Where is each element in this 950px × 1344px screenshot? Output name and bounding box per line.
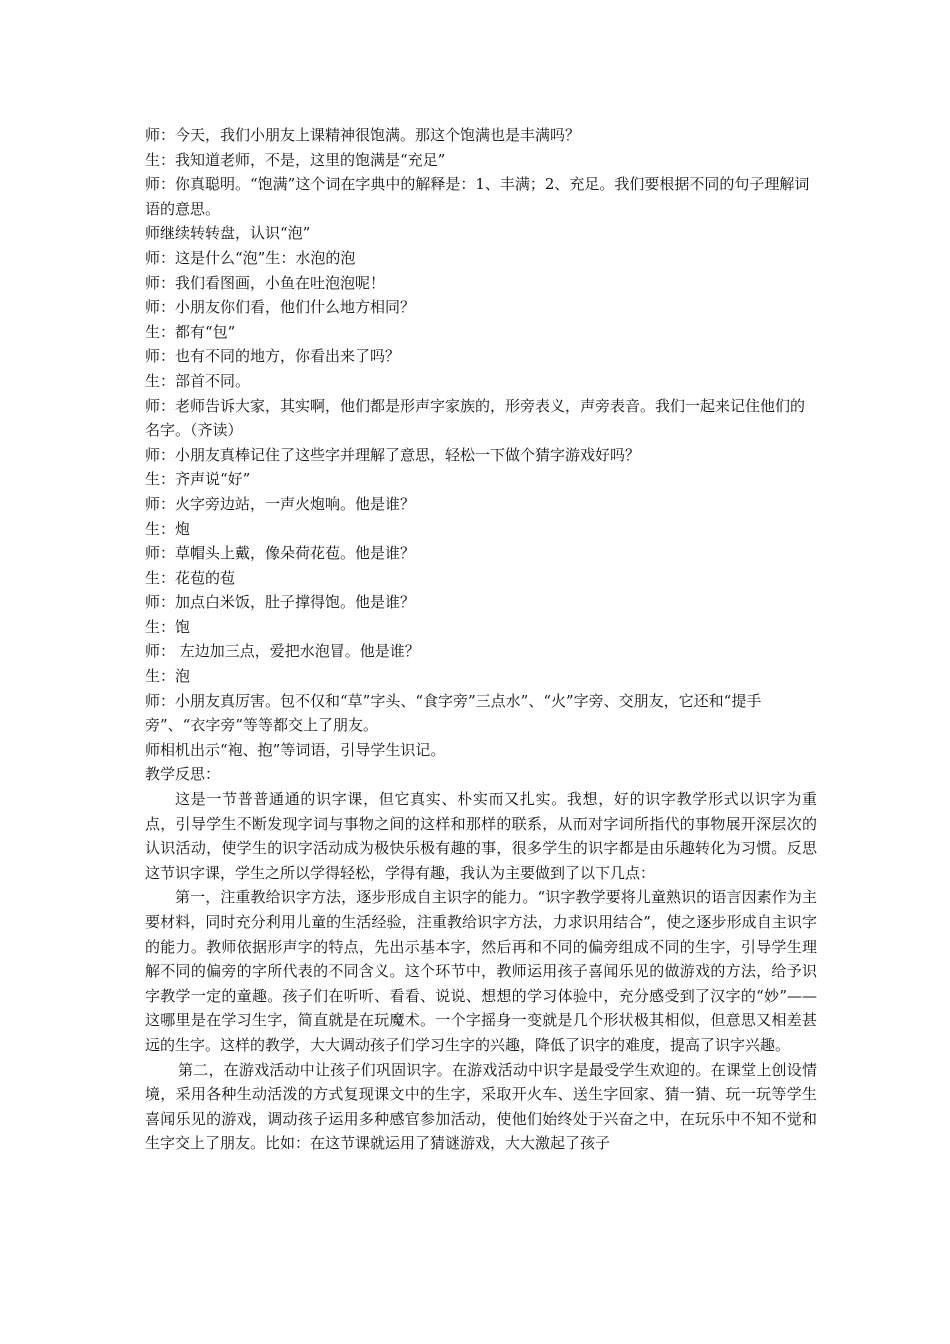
reflection-paragraph: 第二，在游戏活动中让孩子们巩固识字。在游戏活动中识字是最受学生欢迎的。在课堂上创设情境，采用各种生动活泼的方式复现课文中的生字，采取开火车、送生字回家、猜一猜、玩一玩等学生喜闻乐见的游戏，调动孩子运用多种感官参加活动，使他们始终处于兴奋之中，在玩乐中不知不觉和生字交上了朋友。比如：在这节课就运用了猜谜游戏，大大激起了孩子 <box>145 1060 817 1153</box>
dialogue-line: 师相机出示“袍、抱”等词语，引导学生识记。 <box>145 740 446 759</box>
dialogue-line: 生：饱 <box>145 617 191 636</box>
dialogue-line: 师：草帽头上戴，像朵荷花苞。他是谁？ <box>145 544 416 563</box>
dialogue-line: 生：都有“包” <box>145 322 236 341</box>
dialogue-line: 师：火字旁边站，一声火炮响。他是谁？ <box>145 494 416 513</box>
reflection-paragraph: 这是一节普普通通的识字课，但它真实、朴实而又扎实。我想，好的识字教学形式以识字为重点，引导学生不断发现字词与事物之间的这样和那样的联系，从而对字词所指代的事物展开深层次的认识活动，使学生的识字活动成为极快乐极有趣的事，很多学生的识字都是由乐趣转化为习惯。反思这节识字课，学生之所以学得轻松，学得有趣，我认为主要做到了以下几点： <box>145 790 817 882</box>
dialogue-line: 师：老师告诉大家，其实啊，他们都是形声字家族的，形旁表义，声旁表音。我们一起来记住他们的名字。（齐读） <box>145 396 806 440</box>
dialogue-line: 生：齐声说“好” <box>145 470 251 489</box>
dialogue-line: 师：小朋友真厉害。包不仅和“草”字头、“食字旁”三点水”、“火”字旁、交朋友，它还和“提手旁”、“衣字旁”等等都交上了朋友。 <box>145 691 762 735</box>
reflection-paragraph: 第一，注重教给识字方法，逐步形成自主识字的能力。“识字教学要将儿童熟识的语言因素作为主要材料，同时充分利用儿童的生活经验，注重教给识字方法，力求识用结合”，使之逐步形成自主识字的能力。教师依据形声字的特点，先出示基本字，然后再和不同的偏旁组成不同的生字，引导学生理解不同的偏旁的字所代表的不同含义。这个环节中，教师运用孩子喜闻乐见的做游戏的方法，给予识字教学一定的童趣。孩子们在听听、看看、说说、想想的学习体验中，充分感受到了汉字的“妙”——这哪里是在学习生字，简直就是在玩魔术。一个字摇身一变就是几个形状极其相似，但意思又相差甚远的生字。这样的教学，大大调动孩子们学习生字的兴趣，降低了识字的难度，提高了识字兴趣。 <box>145 888 817 1054</box>
dialogue-line: 师：你真聪明。“饱满”这个词在字典中的解释是：1、丰满；2、充足。我们要根据不同的句子理解词语的意思。 <box>145 175 810 218</box>
dialogue-line: 生：花苞的苞 <box>145 568 236 587</box>
dialogue-line: 生：部首不同。 <box>145 371 251 390</box>
dialogue-line: 师：加点白米饭，肚子撑得饱。他是谁？ <box>145 593 416 612</box>
dialogue-line: 师： 左边加三点，爱把水泡冒。他是谁？ <box>145 642 420 661</box>
dialogue-line: 师：也有不同的地方，你看出来了吗？ <box>145 347 401 366</box>
section-heading-reflection: 教学反思： <box>145 765 221 784</box>
dialogue-line: 师：我们看图画，小鱼在吐泡泡呢！ <box>145 273 386 292</box>
dialogue-line: 生：我知道老师，不是，这里的饱满是“充足” <box>145 150 446 169</box>
dialogue-line: 师：小朋友你们看，他们什么地方相同？ <box>145 298 416 317</box>
dialogue-line: 师继续转转盘，认识“泡” <box>145 224 311 243</box>
document-body <box>145 123 817 1156</box>
dialogue-line: 师：这是什么“泡”生：水泡的泡 <box>145 248 356 267</box>
dialogue-line: 生：泡 <box>145 667 191 686</box>
dialogue-line: 师：今天，我们小朋友上课精神很饱满。那这个饱满也是丰满吗？ <box>145 126 581 144</box>
dialogue-line: 师：小朋友真棒记住了这些字并理解了意思，轻松一下做个猜字游戏好吗？ <box>145 445 641 464</box>
dialogue-line: 生：炮 <box>145 519 191 538</box>
